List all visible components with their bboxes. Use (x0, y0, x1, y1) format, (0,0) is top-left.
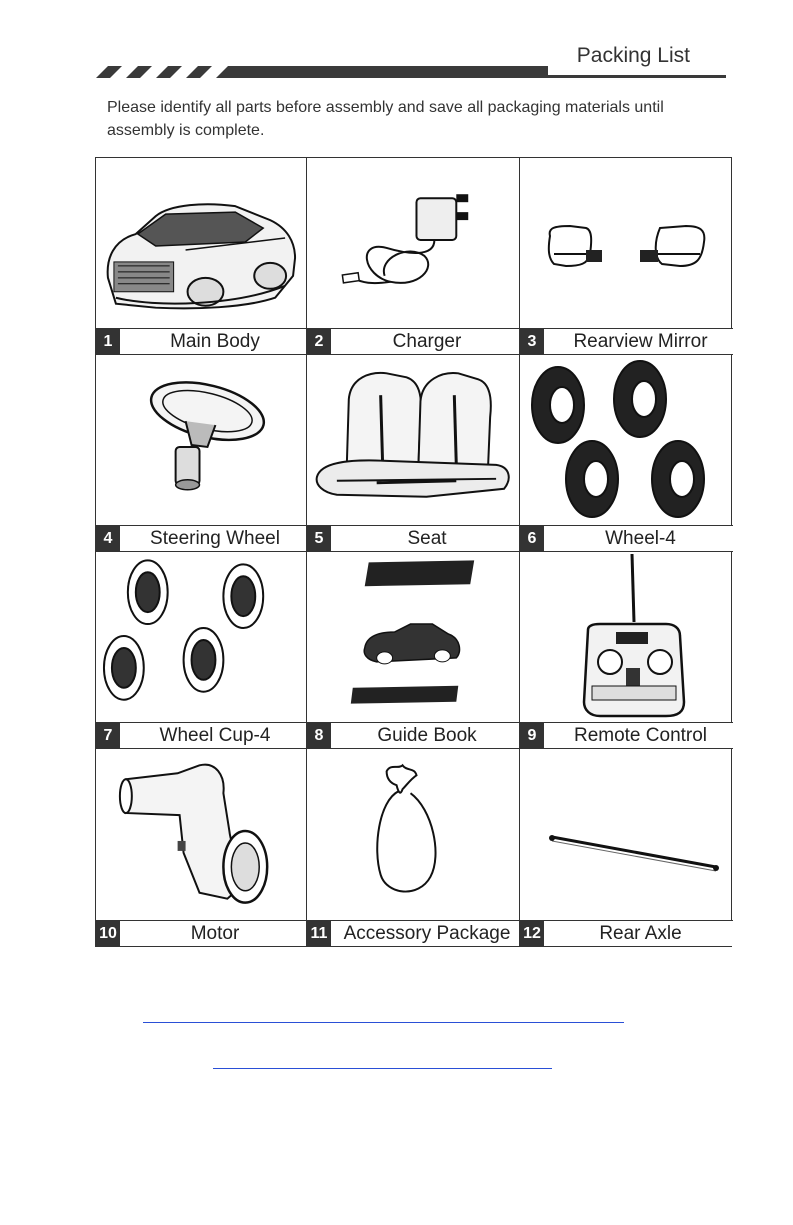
steering-wheel-illustration (96, 355, 306, 523)
part-number: 7 (96, 723, 120, 748)
part-number: 5 (307, 526, 331, 551)
part-number: 4 (96, 526, 120, 551)
part-number: 8 (307, 723, 331, 748)
part-label: Wheel Cup-4 (159, 725, 271, 746)
part-caption (307, 328, 519, 354)
page-title: Packing List (576, 44, 690, 67)
part-cell-remote-control (520, 552, 733, 749)
part-cell-wheel-cup-4 (96, 552, 307, 749)
part-caption (520, 920, 733, 946)
part-cell-charger (307, 158, 520, 355)
part-label: Remote Control (573, 725, 708, 746)
parts-grid (95, 157, 732, 947)
part-cell-rearview-mirror (520, 158, 733, 355)
part-cell-wheel-4 (520, 355, 733, 552)
part-number: 3 (520, 329, 544, 354)
part-label: Rear Axle (599, 923, 682, 944)
seat-illustration (307, 355, 519, 523)
part-number: 12 (520, 921, 544, 946)
intro-text: Please identify all parts before assembly and save all packaging materials until assembly is complete. (107, 99, 664, 139)
charger-illustration (307, 158, 519, 326)
part-label: Motor (190, 923, 240, 944)
part-cell-guide-book (307, 552, 520, 749)
part-cell-motor (96, 749, 307, 946)
remote-control-illustration (520, 552, 733, 720)
part-number: 11 (307, 921, 331, 946)
packing-list-header (88, 40, 728, 82)
part-caption (96, 920, 306, 946)
part-caption (307, 525, 519, 551)
part-cell-steering-wheel (96, 355, 307, 552)
part-caption (520, 328, 733, 354)
part-cell-accessory-package (307, 749, 520, 946)
part-cell-seat (307, 355, 520, 552)
part-label: Accessory Package (343, 923, 511, 944)
wheels-illustration (520, 355, 733, 523)
part-number: 9 (520, 723, 544, 748)
part-caption (520, 722, 733, 748)
part-caption (307, 722, 519, 748)
part-cell-rear-axle (520, 749, 733, 946)
wheel-cups-illustration (96, 552, 306, 720)
part-number: 10 (96, 921, 120, 946)
part-caption (96, 525, 306, 551)
part-number: 2 (307, 329, 331, 354)
part-label: Rearview Mirror (573, 331, 708, 352)
part-label: Charger (392, 331, 462, 352)
part-caption (307, 920, 519, 946)
part-caption (96, 328, 306, 354)
motor-illustration (96, 749, 306, 917)
link-underline-1[interactable] (143, 1022, 624, 1023)
main-body-illustration (96, 158, 306, 326)
part-caption (96, 722, 306, 748)
link-underline-2[interactable] (213, 1068, 552, 1069)
part-caption (520, 525, 733, 551)
accessory-package-illustration (307, 749, 519, 917)
part-label: Wheel-4 (605, 528, 676, 549)
part-number: 6 (520, 526, 544, 551)
part-label: Main Body (170, 331, 260, 352)
part-label: Steering Wheel (150, 528, 280, 549)
part-label: Seat (407, 528, 447, 549)
rear-axle-illustration (520, 749, 733, 917)
part-label: Guide Book (377, 725, 477, 746)
part-number: 1 (96, 329, 120, 354)
part-cell-main-body (96, 158, 307, 355)
guide-book-illustration (307, 552, 519, 720)
rearview-mirror-illustration (520, 158, 733, 326)
